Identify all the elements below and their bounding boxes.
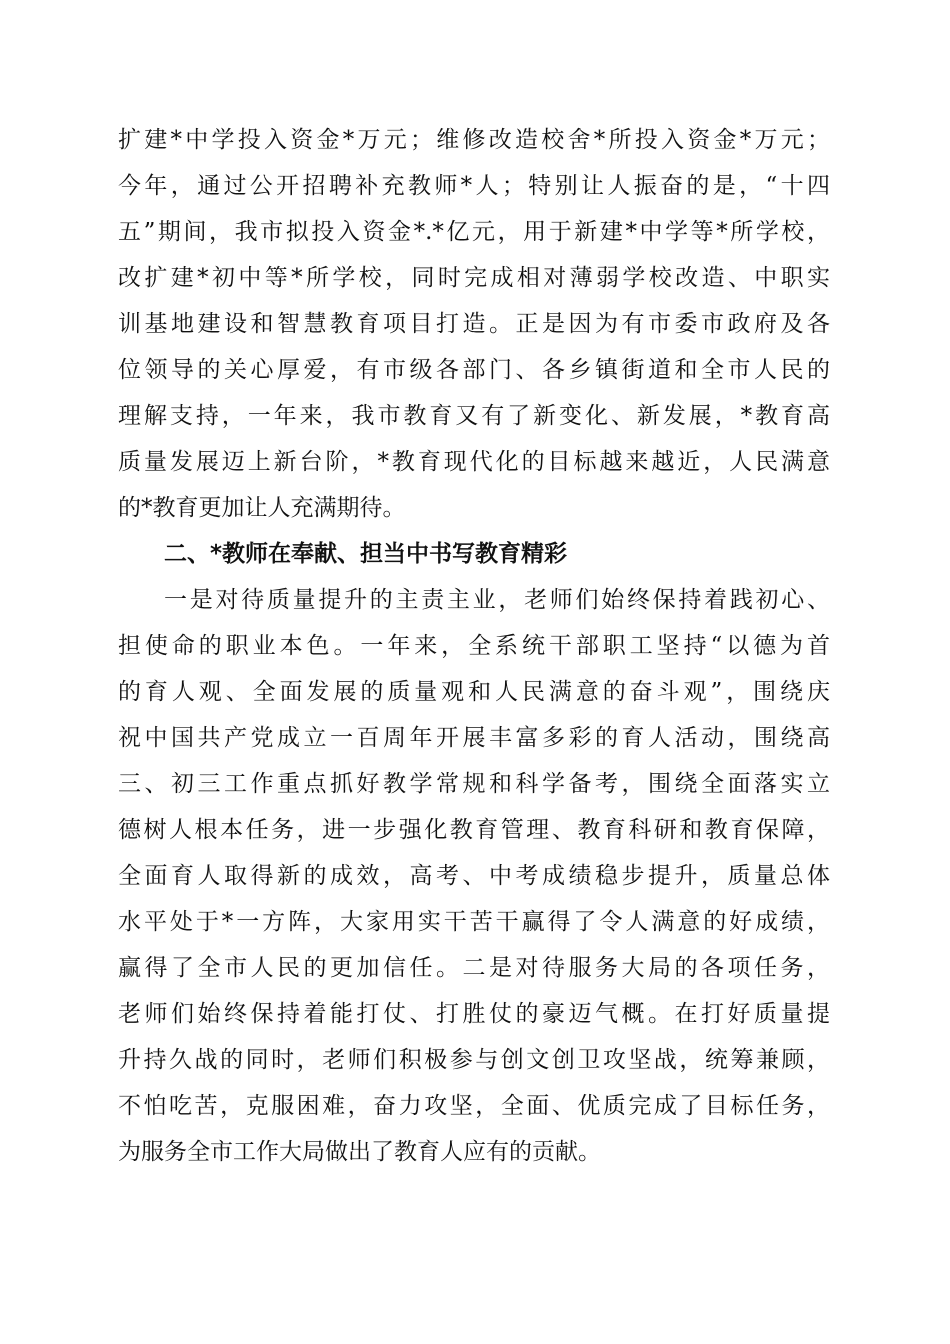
text-line: 扩建*中学投入资金*万元；维修改造校舍*所投入资金*万元； [118, 127, 830, 153]
text-line: 升持久战的同时，老师们积极参与创文创卫攻坚战，统筹兼顾， [118, 1047, 830, 1073]
text-line: 三、初三工作重点抓好教学常规和科学备考，围绕全面落实立 [118, 771, 830, 797]
text-line: 老师们始终保持着能打仗、打胜仗的豪迈气概。在打好质量提 [118, 1001, 830, 1027]
section-heading: 二、*教师在奉献、担当中书写教育精彩 [164, 541, 568, 567]
text-line: 改扩建*初中等*所学校，同时完成相对薄弱学校改造、中职实 [118, 265, 830, 291]
text-line: 德树人根本任务，进一步强化教育管理、教育科研和教育保障， [118, 817, 830, 843]
text-line: 祝中国共产党成立一百周年开展丰富多彩的育人活动，围绕高 [118, 725, 830, 751]
text-line: 训基地建设和智慧教育项目打造。正是因为有市委市政府及各 [118, 311, 830, 337]
document-body [118, 117, 830, 1175]
text-line: 的育人观、全面发展的质量观和人民满意的奋斗观”，围绕庆 [118, 679, 830, 705]
paragraph-1 [118, 117, 830, 531]
text-line: 赢得了全市人民的更加信任。二是对待服务大局的各项任务， [118, 955, 830, 981]
text-line: 为服务全市工作大局做出了教育人应有的贡献。 [118, 1139, 601, 1165]
text-line: 位领导的关心厚爱，有市级各部门、各乡镇街道和全市人民的 [118, 357, 830, 383]
text-line: 全面育人取得新的成效，高考、中考成绩稳步提升，质量总体 [118, 863, 830, 889]
text-line: 不怕吃苦，克服困难，奋力攻坚，全面、优质完成了目标任务， [118, 1093, 830, 1119]
text-line: 今年，通过公开招聘补充教师*人；特别让人振奋的是，“十四 [118, 173, 830, 199]
text-line: 理解支持，一年来，我市教育又有了新变化、新发展，*教育高 [118, 403, 830, 429]
text-line: 五”期间，我市拟投入资金*.*亿元，用于新建*中学等*所学校， [118, 219, 830, 245]
paragraph-2 [118, 577, 830, 1175]
text-line: 一是对待质量提升的主责主业，老师们始终保持着践初心、 [164, 587, 830, 613]
text-line: 质量发展迈上新台阶，*教育现代化的目标越来越近，人民满意 [118, 449, 830, 475]
text-line: 水平处于*一方阵，大家用实干苦干赢得了令人满意的好成绩， [118, 909, 830, 935]
text-line: 担使命的职业本色。一年来，全系统干部职工坚持“以德为首 [118, 633, 830, 659]
text-line: 的*教育更加让人充满期待。 [118, 495, 406, 521]
